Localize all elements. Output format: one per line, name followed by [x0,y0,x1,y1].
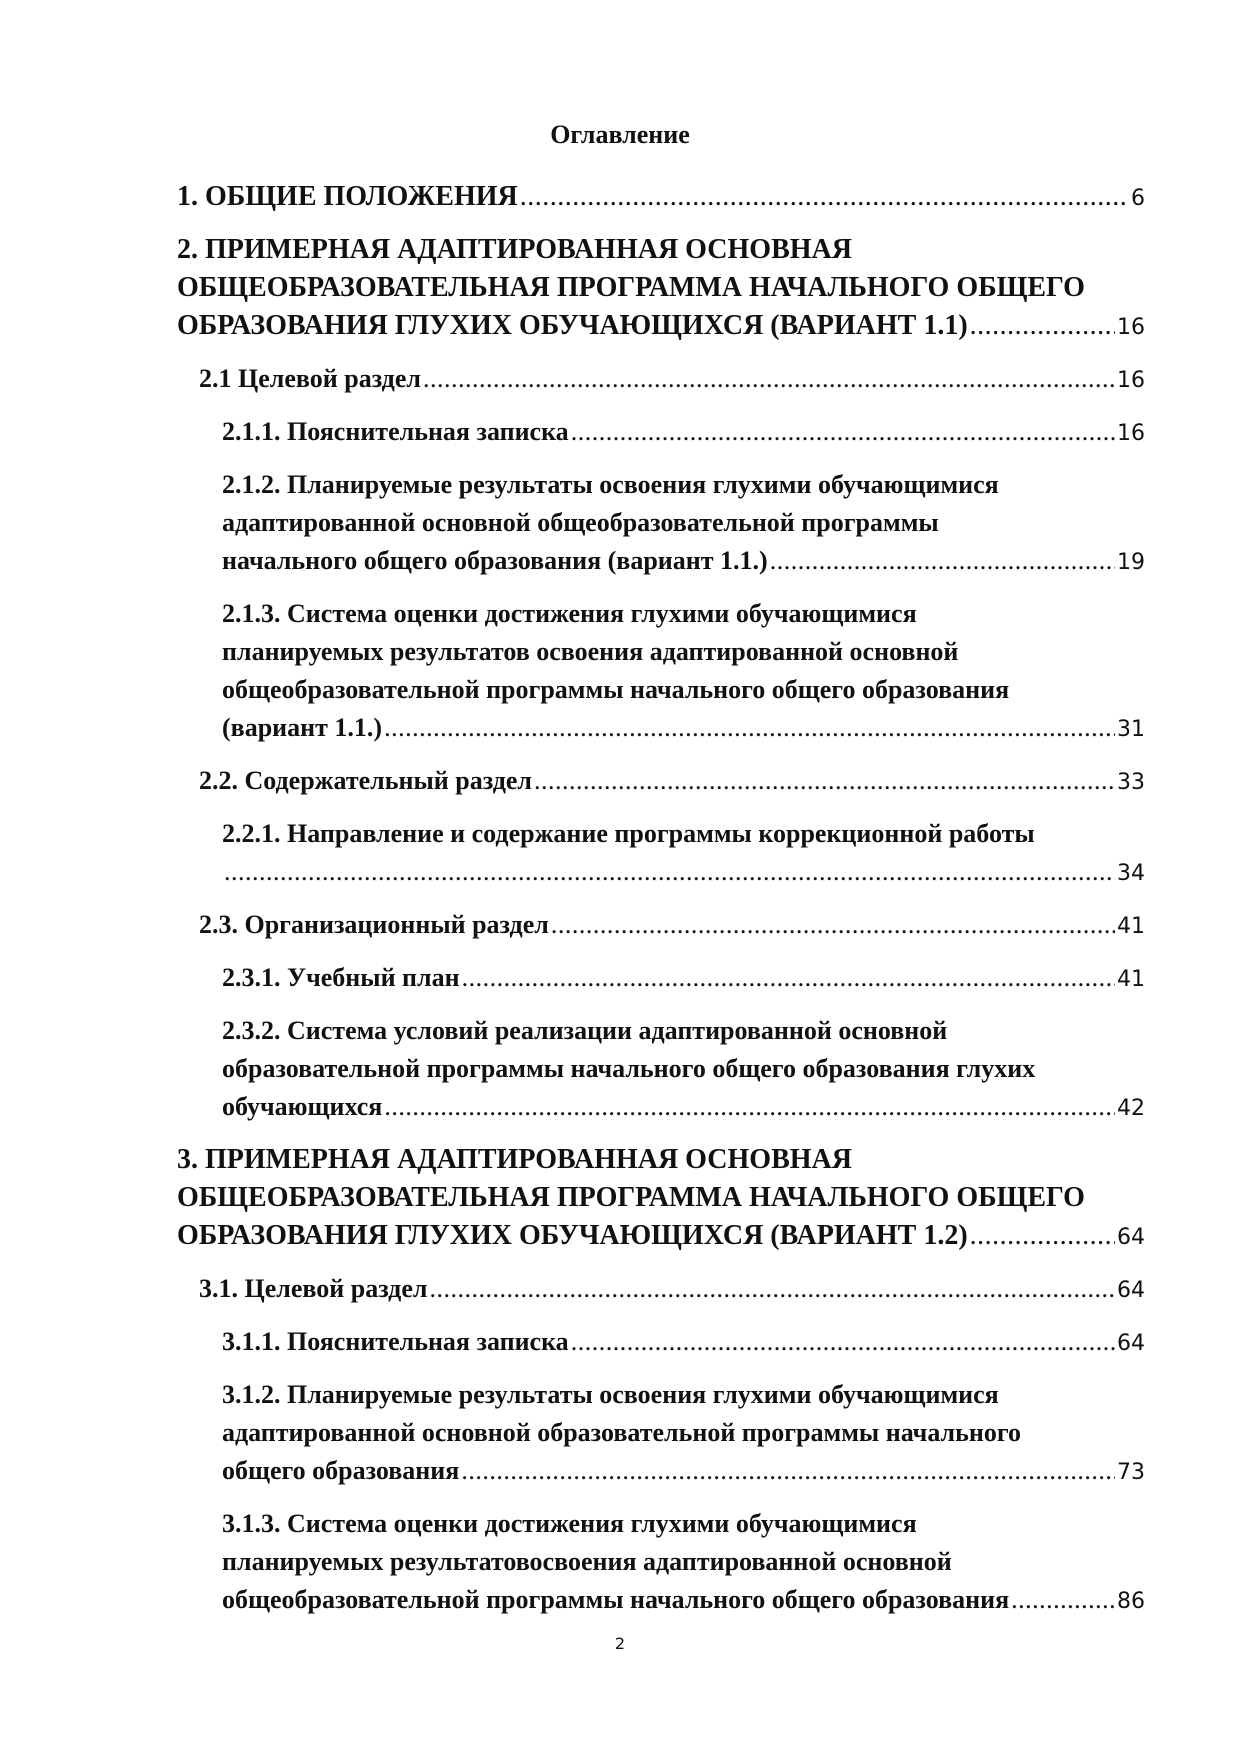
toc-entry-title-line: адаптированной основной образовательной программы начального [222,1418,1022,1447]
toc-entry-title-line: общеобразовательной программы начального общего образования [222,675,1010,704]
toc-entry-title-line: ОБЩЕОБРАЗОВАТЕЛЬНАЯ ПРОГРАММА НАЧАЛЬНОГО ОБЩЕГО [177,1182,1085,1213]
toc-entry-title-line: планируемых результатов освоения адаптированной основной [222,637,959,666]
toc-entry[interactable] [222,1505,1145,1621]
toc-entry-last-line [199,1270,1145,1310]
toc-entry-title: ОБРАЗОВАНИЯ ГЛУХИХ ОБУЧАЮЩИХСЯ (ВАРИАНТ 1.2) [177,1220,968,1251]
toc-entry-last-line [199,360,1145,400]
toc-entry-title: 2.2. Содержательный раздел [199,766,532,795]
toc-entry-last-line [222,1452,1145,1492]
toc-entry-title-line: ОБЩЕОБРАЗОВАТЕЛЬНАЯ ПРОГРАММА НАЧАЛЬНОГО ОБЩЕГО [177,272,1085,303]
toc-entry[interactable] [222,1323,1145,1363]
dot-leader [571,1323,1115,1361]
toc-entry-title-line: 2.1.2. Планируемые результаты освоения глухими обучающимися [222,470,999,499]
toc-entry[interactable] [222,466,1145,582]
toc-entry-last-line [222,959,1145,999]
toc-entry-title: начального общего образования (вариант 1.1.) [222,546,768,575]
dot-leader [571,413,1115,451]
toc-entry-title: общего образования [222,1456,460,1485]
dot-leader [461,1452,1115,1490]
toc-page-number: 34 [1117,861,1145,886]
toc-entry-last-line [222,1323,1145,1363]
toc-page-number: 16 [1117,368,1145,393]
toc-entry-title-line: 3. ПРИМЕРНАЯ АДАПТИРОВАННАЯ ОСНОВНАЯ [177,1144,852,1175]
toc-page-number: 41 [1117,967,1145,992]
dot-leader [1011,1581,1115,1619]
toc-entry-title: 3.1.1. Пояснительная записка [222,1327,569,1356]
dot-leader [423,360,1115,398]
dot-leader [384,709,1115,747]
toc-page-number: 6 [1131,186,1145,211]
toc-entry[interactable] [222,815,1145,893]
toc-entry-title: ОБРАЗОВАНИЯ ГЛУХИХ ОБУЧАЮЩИХСЯ (ВАРИАНТ 1.1) [177,310,968,341]
dot-leader [534,762,1115,800]
page-number: 2 [614,1634,626,1653]
toc-entry-title-line: 2.1.3. Система оценки достижения глухими обучающимися [222,599,917,628]
toc-entry-last-line [222,1581,1145,1621]
table-of-contents [177,178,1145,1634]
toc-entry-last-line [177,1217,1145,1257]
toc-entry-title-line: адаптированной основной общеобразовательной программы [222,508,939,537]
toc-entry-title: 2.3. Организационный раздел [199,910,549,939]
toc-entry-title: 3.1. Целевой раздел [199,1274,428,1303]
toc-page-number: 42 [1117,1096,1145,1121]
toc-entry[interactable] [199,360,1145,400]
toc-entry-title-line: образовательной программы начального общего образования глухих [222,1054,1036,1083]
toc-entry-title: 2.3.1. Учебный план [222,963,460,992]
toc-entry[interactable] [222,1376,1145,1492]
toc-entry-title: 2.1 Целевой раздел [199,364,421,393]
toc-page-number: 16 [1117,315,1145,340]
toc-entry-title-line: 2.2.1. Направление и содержание программы коррекционной работы [222,819,1035,848]
toc-entry-title-line: 3.1.3. Система оценки достижения глухими обучающимися [222,1509,917,1538]
toc-heading: Оглавление [550,120,690,149]
toc-entry[interactable] [177,1141,1145,1257]
toc-page-number: 64 [1117,1225,1145,1250]
toc-entry[interactable] [177,178,1145,218]
dot-leader [384,1088,1115,1126]
toc-entry[interactable] [222,413,1145,453]
toc-entry-last-line [222,853,1145,893]
toc-page-number: 31 [1117,717,1145,742]
toc-entry[interactable] [222,1012,1145,1128]
dot-leader [770,542,1115,580]
toc-page-number: 64 [1117,1278,1145,1303]
dot-leader [551,906,1115,944]
toc-entry[interactable] [177,231,1145,347]
toc-entry-title: общеобразовательной программы начального общего образования [222,1585,1010,1614]
toc-entry[interactable] [199,906,1145,946]
toc-entry[interactable] [199,762,1145,802]
toc-entry-last-line [222,413,1145,453]
dot-leader [970,1217,1115,1255]
toc-entry-title: (вариант 1.1.) [222,713,383,742]
toc-entry-last-line [177,178,1145,218]
toc-entry[interactable] [222,595,1145,749]
toc-entry-last-line [222,709,1145,749]
toc-entry-last-line [222,542,1145,582]
toc-entry-title: обучающихся [222,1092,383,1121]
toc-entry-title-line: 2.3.2. Система условий реализации адаптированной основной [222,1016,948,1045]
toc-entry-title-line: 3.1.2. Планируемые результаты освоения глухими обучающимися [222,1380,999,1409]
toc-entry-last-line [199,762,1145,802]
toc-entry[interactable] [222,959,1145,999]
toc-entry-title-line: 2. ПРИМЕРНАЯ АДАПТИРОВАННАЯ ОСНОВНАЯ [177,234,852,265]
toc-page-number: 19 [1117,550,1145,575]
dot-leader [429,1270,1115,1308]
dot-leader [520,178,1129,216]
toc-entry-last-line [199,906,1145,946]
toc-entry-title-line: планируемых результатовосвоения адаптированной основной [222,1547,952,1576]
toc-page-number: 41 [1117,914,1145,939]
toc-entry-last-line [222,1088,1145,1128]
toc-page-number: 64 [1117,1331,1145,1356]
toc-page-number: 86 [1117,1589,1145,1614]
toc-entry-title: 1. ОБЩИЕ ПОЛОЖЕНИЯ [177,181,518,212]
toc-page-number: 16 [1117,421,1145,446]
dot-leader [462,959,1115,997]
toc-page-number: 73 [1117,1460,1145,1485]
dot-leader [970,307,1115,345]
dot-leader [224,853,1115,891]
toc-entry[interactable] [199,1270,1145,1310]
toc-entry-last-line [177,307,1145,347]
toc-page-number: 33 [1117,770,1145,795]
toc-entry-title: 2.1.1. Пояснительная записка [222,417,569,446]
